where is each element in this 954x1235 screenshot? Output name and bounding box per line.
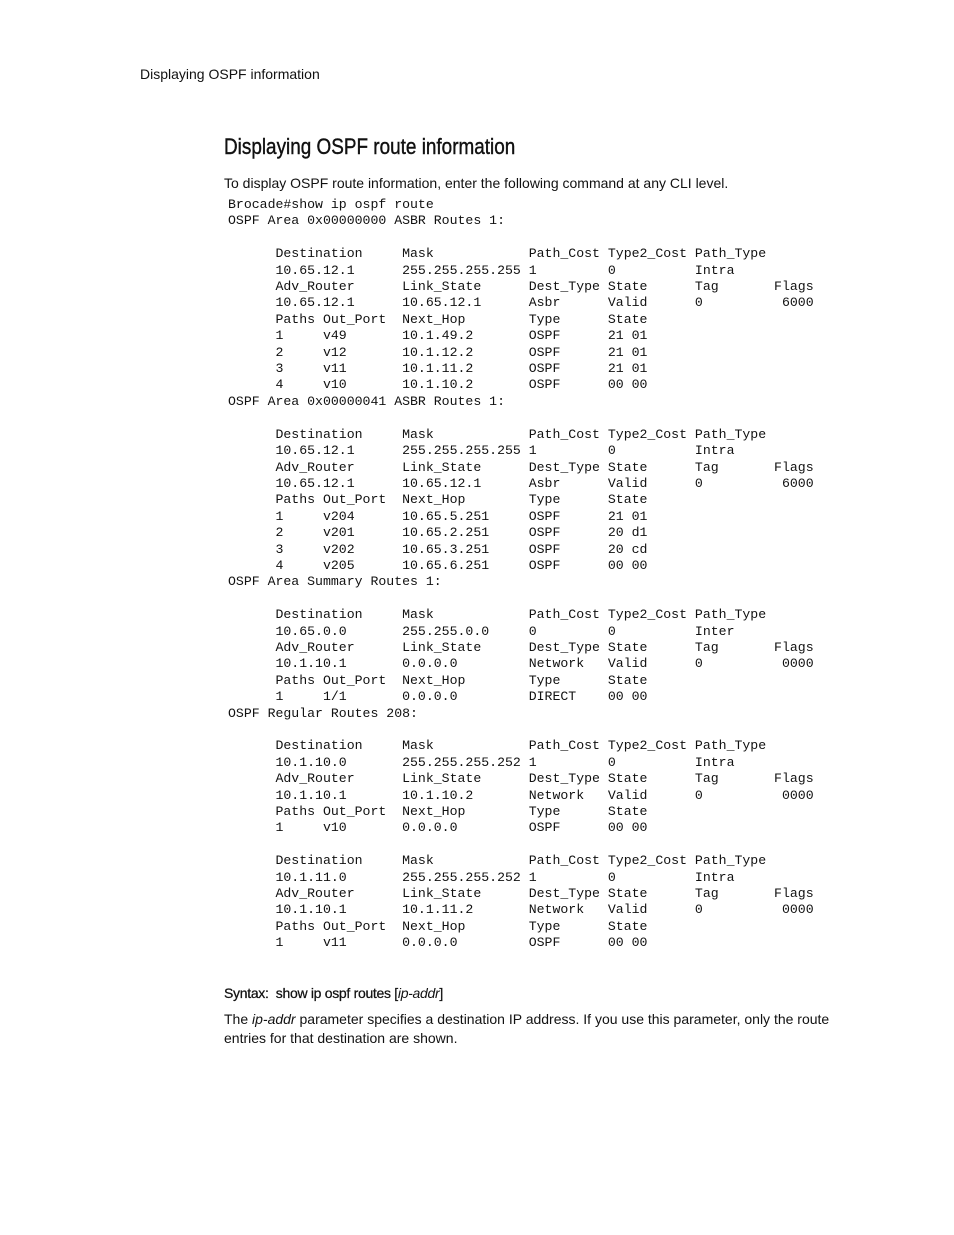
section-heading: Displaying OSPF route information bbox=[224, 134, 516, 159]
syntax-close-bracket: ] bbox=[439, 985, 443, 1001]
syntax-label: Syntax: bbox=[224, 985, 269, 1001]
syntax-open-bracket: [ bbox=[394, 985, 398, 1001]
description-suffix: parameter specifies a destination IP address. If you use this parameter, only the route entries for that destination are shown. bbox=[224, 1011, 830, 1046]
syntax-param: ip-addr bbox=[397, 985, 440, 1001]
description-param: ip-addr bbox=[252, 1011, 296, 1027]
description-prefix: The bbox=[224, 1011, 249, 1027]
running-header: Displaying OSPF information bbox=[140, 66, 320, 82]
syntax-command: show ip ospf routes bbox=[275, 985, 391, 1001]
cli-output-block: Brocade#show ip ospf route OSPF Area 0x00000000 ASBR Routes 1: Destination Mask Path_Cost Type2_Cost Path_Type 10.65.12.1 255.255.255.255 1 0 Intra Adv_Router Link_State Dest_Type State Tag Flags 10.65.12.1 10.65.12.1 Asbr Valid 0 6000 Paths Out_Port Next_Hop Type State 1 v49 10.1.49.2 OSPF 21 01 2 v12 10.1.12.2 OSPF 21 01 3 v11 10.1.11.2 OSPF 21 01 4 v10 10.1.10.2 OSPF 00 00 OSPF Area 0x00000041 ASBR Routes 1: Destination Mask Path_Cost Type2_Cost Path_Type 10.65.12.1 255.255.255.255 1 0 Intra Adv_Router Link_State Dest_Type State Tag Flags 10.65.12.1 10.65.12.1 Asbr Valid 0 6000 Paths Out_Port Next_Hop Type State 1 v204 10.65.5.251 OSPF 21 01 2 v201 10.65.2.251 OSPF 20 d1 3 v202 10.65.3.251 OSPF 20 cd 4 v205 10.65.6.251 OSPF 00 00 OSPF Area Summary Routes 1: Destination Mask Path_Cost Type2_Cost Path_Type 10.65.0.0 255.255.0.0 0 0 Inter Adv_Router Link_State Dest_Type State Tag Flags 10.1.10.1 0.0.0.0 Network Valid 0 0000 Paths Out_Port Next_Hop Type State 1 1/1 0.0.0.0 DIRECT 00 00 OSPF Regular Routes 208: Destination Mask Path_Cost Type2_Cost Path_Type 10.1.10.0 255.255.255.252 1 0 Intra Adv_Router Link_State Dest_Type State Tag Flags 10.1.10.1 10.1.10.2 Network Valid 0 0000 Paths Out_Port Next_Hop Type State 1 v10 0.0.0.0 OSPF 00 00 Destination Mask Path_Cost Type2_Cost Path_Type 10.1.11.0 255.255.255.252 1 0 Intra Adv_Router Link_State Dest_Type State Tag Flags 10.1.10.1 10.1.11.2 Network Valid 0 0000 Paths Out_Port Next_Hop Type State 1 v11 0.0.0.0 OSPF 00 00 bbox=[228, 197, 814, 951]
parameter-description bbox=[224, 1010, 874, 1048]
intro-paragraph: To display OSPF route information, enter the following command at any CLI level. bbox=[224, 175, 729, 191]
syntax-line bbox=[224, 983, 443, 1003]
